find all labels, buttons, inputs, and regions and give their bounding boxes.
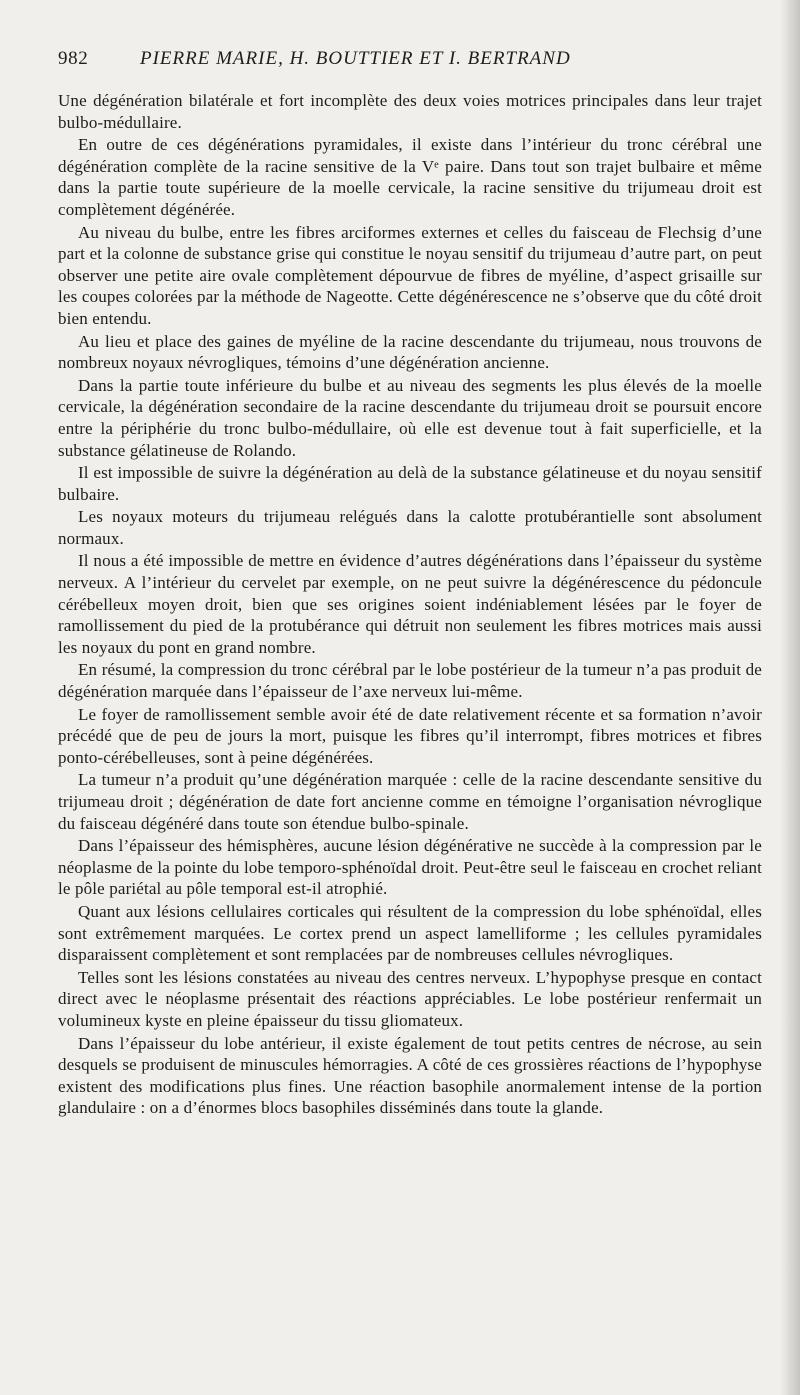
paragraph: Dans l’épaisseur des hémisphères, aucune lésion dégénérative ne succède à la compression par le néoplasme de la pointe du lobe temporo-sphénoïdal droit. Peut-être seul le faisceau en crochet reliant le pôle pariétal au pôle temporal est-il atrophié. (58, 836, 762, 899)
paragraph: Les noyaux moteurs du trijumeau relégués dans la calotte protubérantielle sont absolument normaux. (58, 507, 762, 548)
paragraph: Il est impossible de suivre la dégénération au delà de la substance gélatineuse et du noyau sensitif bulbaire. (58, 463, 762, 504)
paragraph: Il nous a été impossible de mettre en évidence d’autres dégénérations dans l’épaisseur du système nerveux. A l’intérieur du cervelet par exemple, on ne peut suivre la dégénérescence du pédoncule cérébelleux moyen droit, bien que ses origines soient indéniablement lésées par le foyer de ramollissement du pied de la protubérance qui détruit non seulement les fibres motrices mais aussi les noyaux du pont en grand nombre. (58, 551, 762, 657)
paragraph: En outre de ces dégénérations pyramidales, il existe dans l’intérieur du tronc cérébral une dégénération complète de la racine sensitive de la Vᵉ paire. Dans tout son trajet bulbaire et même dans la partie toute supérieure de la moelle cervicale, la racine sensitive du trijumeau droit est complètement dégénérée. (58, 135, 762, 219)
paragraph: Au niveau du bulbe, entre les fibres arciformes externes et celles du faisceau de Flechsig d’une part et la colonne de substance grise qui constitue le noyau sensitif du trijumeau d’autre part, on peut observer une petite aire ovale complètement dépourvue de fibres de myéline, d’aspect grisaille sur les coupes colorées par la méthode de Nageotte. Cette dégénérescence ne s’observe que du côté droit bien entendu. (58, 222, 762, 328)
paragraph: Dans l’épaisseur du lobe antérieur, il existe également de tout petits centres de nécrose, au sein desquels se produisent de minuscules hémorragies. A côté de ces grossières réactions de l’hypophyse existent des modifications plus fines. Une réaction basophile anormalement intense de la portion glandulaire : on a d’énormes blocs basophiles disséminés dans toute la glande. (58, 1033, 762, 1118)
paragraph: Le foyer de ramollissement semble avoir été de date relativement récente et sa formation n’avoir précédé que de peu de jours la mort, puisque les fibres qu’il interrompt, fibres motrices et fibres ponto-cérébelleuses, sont à peine dégénérées. (58, 704, 762, 767)
paragraph: Dans la partie toute inférieure du bulbe et au niveau des segments les plus élevés de la moelle cervicale, la dégénération secondaire de la racine descendante du trijumeau droit se poursuit encore entre la périphérie du tronc bulbo-médullaire, où elle est devenue tout à fait superficielle, et la substance gélatineuse de Rolando. (58, 375, 762, 460)
paragraph: Telles sont les lésions constatées au niveau des centres nerveux. L’hypophyse presque en contact direct avec le néoplasme présentait des réactions appréciables. Le lobe postérieur renfermait un volumineux kyste en pleine épaisseur du tissu gliomateux. (58, 967, 762, 1030)
body-text (58, 90, 762, 1119)
paragraph: Quant aux lésions cellulaires corticales qui résultent de la compression du lobe sphénoïdal, elles sont extrêmement marquées. Le cortex prend un aspect lamelliforme ; les cellules pyramidales disparaissent complètement et sont remplacées par de nombreuses cellules névrogliques. (58, 901, 762, 965)
paragraph: Une dégénération bilatérale et fort incomplète des deux voies motrices principales dans leur trajet bulbo-médullaire. (58, 91, 762, 132)
paragraph: La tumeur n’a produit qu’une dégénération marquée : celle de la racine descendante sensitive du trijumeau droit ; dégénération de date fort ancienne comme en témoigne l’organisation névroglique du faisceau dégénéré dans toute son étendue bulbo-spinale. (58, 770, 762, 833)
running-title: PIERRE MARIE, H. BOUTTIER ET I. BERTRAND (140, 48, 571, 69)
paragraph: Au lieu et place des gaines de myéline de la racine descendante du trijumeau, nous trouvons de nombreux noyaux névrogliques, témoins d’une dégénération ancienne. (58, 331, 762, 373)
running-head (58, 48, 762, 72)
paragraph: En résumé, la compression du tronc cérébral par le lobe postérieur de la tumeur n’a pas produit de dégénération marquée dans l’épaisseur de l’axe nerveux lui-même. (58, 660, 762, 702)
page-number: 982 (58, 48, 89, 69)
